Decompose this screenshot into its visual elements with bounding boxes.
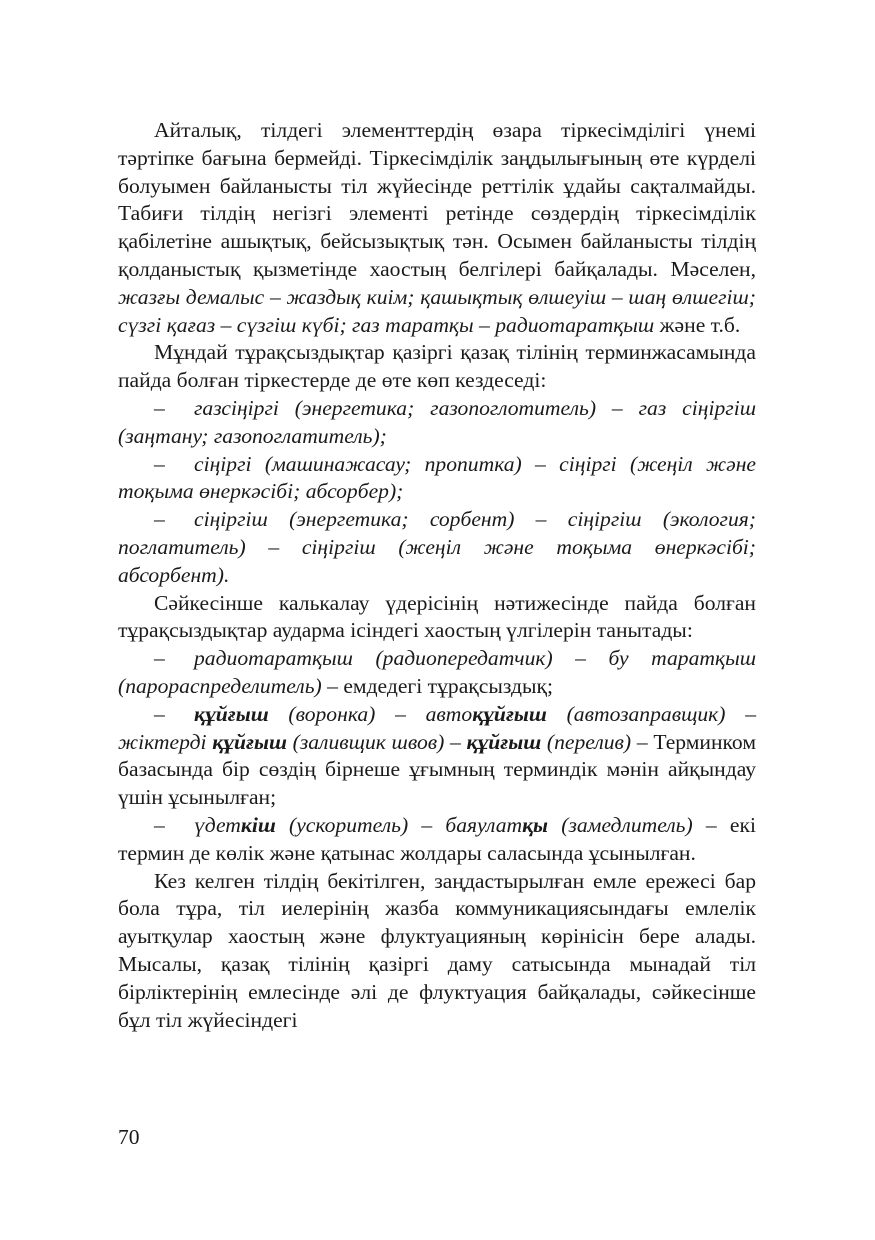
list-dash: – (154, 507, 165, 532)
list-dash: – (154, 451, 165, 476)
term-gloss: (воронка) – авто (268, 701, 473, 726)
page-number: 70 (118, 1125, 140, 1149)
term-gloss: (ускоритель) – баяулат (275, 812, 523, 837)
page-body (118, 117, 756, 1034)
paragraph-3: Сәйкесінше калькалау үдерісінің нәтижесінде пайда болған тұрақсыздықтар аударма ісіндегі хаостың үлгілерін танытады: (118, 590, 756, 643)
term-bold: қы (522, 812, 549, 837)
term-gloss: үдет (194, 812, 241, 837)
list-dash: – (154, 646, 165, 671)
list-item-tail: – емдедегі тұрақсыздық; (327, 673, 554, 698)
paragraph-2: Мұндай тұрақсыздықтар қазіргі қазақ тілінің терминжасамында пайда болған тіркестерде де өте көп кездеседі: (118, 340, 756, 393)
paragraph-4: Кез келген тілдің бекітілген, заңдастырылған емле ережесі бар бола тұра, тіл иелерінің жазба коммуникациясындағы емлелік ауытқулар хаостың және флуктуацияның көрінісін бере алады. Мысалы, қазақ тілінің қазіргі даму сатысында мынадай тіл бірліктерінің емлесінде әлі де флуктуация байқалады, сәйкесінше бұл тіл жүйесіндегі (118, 868, 756, 1032)
term-bold: құйғыш (472, 701, 547, 726)
list-item-text: сіңіргі (машинажасау; пропитка) – сіңіргі (жеңіл және тоқыма өнеркәсібі; абсорбер); (118, 451, 756, 504)
term-bold: құйғыш (212, 729, 287, 754)
list-dash: – (154, 395, 165, 420)
list-dash: – (154, 701, 165, 726)
term-gloss: (замедлитель) – (548, 812, 717, 837)
list-item (118, 645, 756, 701)
term-gloss: (перелив) – (541, 729, 648, 754)
list-item-text: газсіңіргі (энергетика; газопоглотитель) – газ сіңіргіш (заңтану; газопоглатитель); (118, 395, 756, 448)
list-item-tail: Терминком базасында бір сөздің бірнеше ұғымның терминдік мәнін айқындау үшін ұсынылған; (118, 729, 756, 810)
paragraph-1-examples: жазғы демалыс – жаздық киім; қашықтық өлшеуіш – шаң өлшегіш; сүзгі қағаз – сүзгіш күбі; газ таратқы – радиотаратқыш (118, 284, 756, 337)
paragraph-1 (118, 117, 756, 339)
list-item (118, 701, 756, 812)
list-item-tail: екі термин де көлік және қатынас жолдары саласында ұсынылған. (118, 812, 756, 865)
list-item (118, 812, 756, 868)
paragraph-1-text: Айталық, тілдегі элементтердің өзара тіркесімділігі үнемі тәртіпке бағына бермейді. Тіркесімділік заңдылығының өте күрделі болуымен байланысты тіл жүйесінде реттілік ұдайы сақталмайды. Табиғи тілдің негізгі элементі ретінде сөздердің тіркесімділік қабілетіне ашықтық, бейсызықтық тән. Осымен байланысты тілдің қолданыстық қызметінде хаостың белгілері байқалады. Мәселен, (118, 118, 756, 281)
list-item (118, 506, 756, 589)
list-dash: – (154, 812, 165, 837)
term-bold: кіш (240, 812, 276, 837)
term-bold: құйғыш (466, 729, 542, 754)
term-gloss: (заливщик швов) – (286, 729, 467, 754)
paragraph-1-tail: және т.б. (659, 312, 741, 337)
term-gloss: (автозаправщик) – жіктерді (118, 701, 756, 754)
list-item-text: сіңіргіш (энергетика; сорбент) – сіңіргіш (экология; поглатитель) – сіңіргіш (жеңіл және тоқыма өнеркәсібі; абсорбент). (118, 507, 756, 587)
term-bold: құйғыш (194, 701, 269, 726)
list-item-italic-text: радиотаратқыш (радиопередатчик) – бу таратқыш (пароpаспределитель) (118, 646, 756, 698)
list-item (118, 395, 756, 451)
list-item (118, 451, 756, 507)
